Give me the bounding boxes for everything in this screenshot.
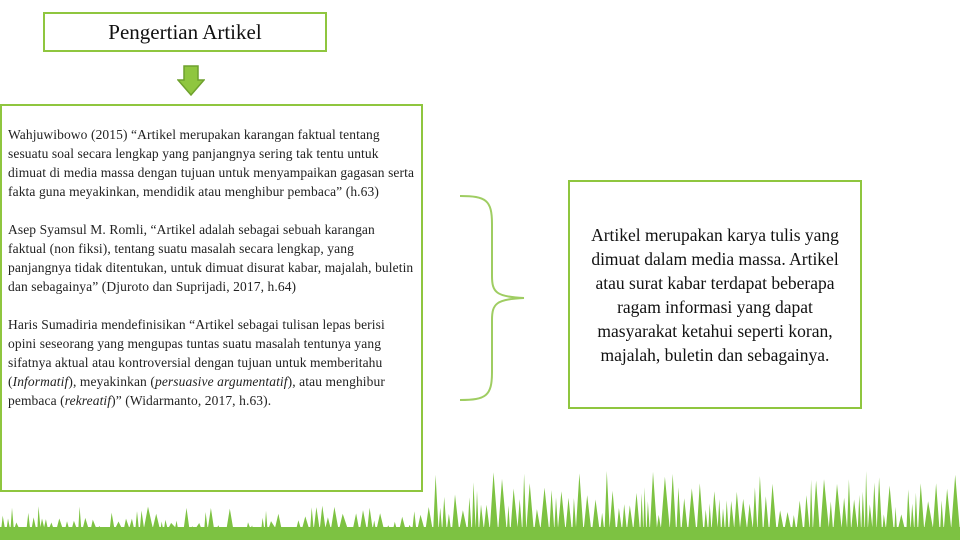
quote-text: Asep Syamsul M. Romli, “Artikel adalah sebagai sebuah karangan faktual (non fiksi), tentang suatu masalah secara lengkap, yang panjangnya tidak ditentukan, untuk dimuat disurat kabar, majalah, buletin dan sebagainya” (Djuroto dan Suprijadi, 2017, h.64) — [8, 222, 414, 294]
quote-sumadiria — [8, 315, 415, 410]
quote-romli — [8, 220, 415, 296]
right-brace-icon — [458, 194, 528, 404]
arrow-down-icon — [177, 65, 205, 97]
quote-text: Wahjuwibowo (2015) “Artikel merupakan karangan faktual tentang sesuatu soal secara lengkap yang panjangnya sering tak tentu untuk dimuat di media massa dengan tujuan untuk menyampaikan gagasan serta fakta guna meyakinkan, mendidik atau menghibur pembaca” (h.63) — [8, 127, 415, 199]
quote-wahjuwibowo — [8, 125, 415, 201]
slide-title: Pengertian Artikel — [108, 19, 262, 44]
title-box — [43, 12, 327, 52]
grass-decoration — [0, 465, 960, 540]
quote-italic-term: rekreatif — [64, 393, 112, 408]
summary-box — [568, 180, 862, 409]
quote-text: Haris Sumadiria mendefinisikan “Artikel sebagai tulisan lepas berisi opini seseorang yang mengupas tuntas suatu masalah tentunya yang sifatnya aktual atau kontroversial dengan tujuan untuk memberitahu ( — [8, 317, 385, 389]
quote-text: ), meyakinkan ( — [68, 374, 155, 389]
quote-text: )” (Widarmanto, 2017, h.63). — [111, 393, 272, 408]
quote-italic-term: Informatif — [12, 374, 69, 389]
quote-italic-term: persuasive argumentatif — [154, 374, 288, 389]
definitions-box — [0, 104, 423, 492]
summary-text: Artikel merupakan karya tulis yang dimuat dalam media massa. Artikel atau surat kabar terdapat beberapa ragam informasi yang dapat masyarakat ketahui seperti koran, majalah, buletin dan sebagainya. — [591, 224, 839, 365]
quote-text: ), atau menghibur pembaca ( — [8, 374, 385, 408]
grass-base — [0, 527, 960, 540]
